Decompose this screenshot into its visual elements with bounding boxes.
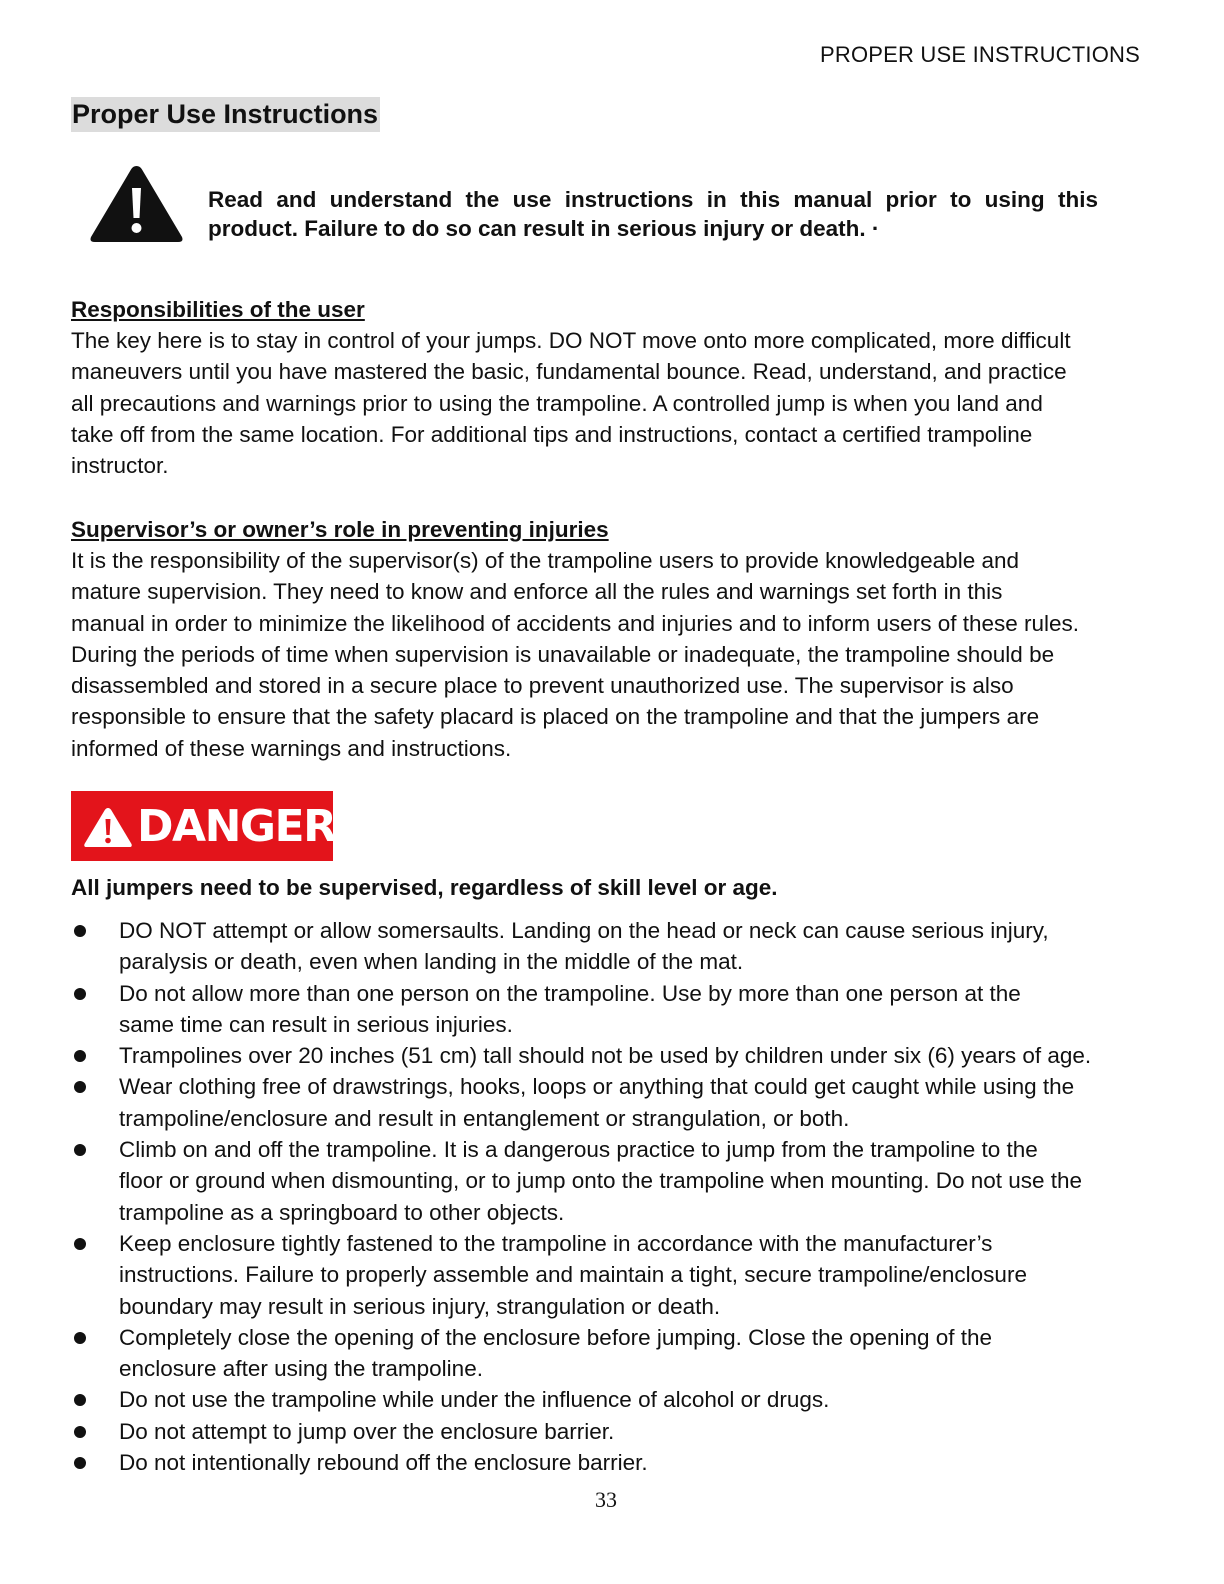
warning-line-1: Read and understand the use instructions in this manual prior to using this [208,187,1098,212]
danger-lead: All jumpers need to be supervised, regardless of skill level or age. [71,875,778,900]
text-line: During the periods of time when supervision is unavailable or inadequate, the trampoline should be [71,641,1055,667]
bullet-dot-icon [74,1050,86,1062]
bullet-line: trampoline/enclosure and result in entanglement or strangulation, or both. [119,1105,850,1131]
bullet-item [71,1416,1161,1447]
text-line: instructor. [71,453,169,479]
bullet-line: paralysis or death, even when landing in the middle of the mat. [119,949,744,975]
text-line: informed of these warnings and instructions. [71,735,512,761]
supervisor-section [71,514,1146,764]
bullet-item [71,1071,1161,1134]
bullet-line: DO NOT attempt or allow somersaults. Landing on the head or neck can cause serious injury, [119,918,1049,943]
bullet-dot-icon [74,1144,86,1156]
responsibilities-heading: Responsibilities of the user [71,297,365,322]
text-line: disassembled and stored in a secure place to prevent unauthorized use. The supervisor is also [71,673,1014,699]
bullet-dot-icon [74,1238,86,1250]
bullet-line: enclosure after using the trampoline. [119,1356,483,1382]
text-line: take off from the same location. For additional tips and instructions, contact a certified trampoline [71,421,1033,447]
supervisor-heading: Supervisor’s or owner’s role in preventing injuries [71,517,609,542]
text-line: The key here is to stay in control of your jumps. DO NOT move onto more complicated, more difficult [71,328,1071,353]
bullet-line: Do not use the trampoline while under the influence of alcohol or drugs. [119,1387,830,1413]
responsibilities-body [71,325,1146,481]
danger-banner [71,791,336,861]
bullet-line: instructions. Failure to properly assemble and maintain a tight, secure trampoline/enclosure [119,1262,1027,1288]
bullet-dot-icon [74,1394,86,1406]
bullet-item [71,1040,1161,1071]
text-line: all precautions and warnings prior to using the trampoline. A controlled jump is when you land and [71,390,1043,416]
bullet-item [71,1134,1161,1228]
bullet-line: Trampolines over 20 inches (51 cm) tall should not be used by children under six (6) years of age. [119,1043,1092,1069]
bullet-dot-icon [74,1426,86,1438]
bullet-dot-icon [74,988,86,1000]
danger-label: DANGER [137,801,336,852]
bullet-item [71,1384,1161,1415]
responsibilities-section [71,294,1146,481]
bullet-dot-icon [74,1081,86,1093]
bullet-line: Climb on and off the trampoline. It is a dangerous practice to jump from the trampoline to the [119,1137,1038,1163]
bullet-line: trampoline as a springboard to other objects. [119,1199,565,1225]
warning-text [208,185,1098,243]
bullet-line: Do not intentionally rebound off the enclosure barrier. [119,1450,648,1476]
bullet-line: Do not allow more than one person on the trampoline. Use by more than one person at the [119,980,1021,1006]
warning-notice [88,163,1128,247]
bullet-line: boundary may result in serious injury, strangulation or death. [119,1293,721,1319]
page-title: Proper Use Instructions [71,97,380,132]
bullet-line: same time can result in serious injuries. [119,1011,513,1037]
bullet-item [71,1228,1161,1322]
warning-line-2: product. Failure to do so can result in serious injury or death. · [208,216,880,241]
bullet-line: floor or ground when dismounting, or to jump onto the trampoline when mounting. Do not use the [119,1168,1083,1194]
bullet-line: Wear clothing free of drawstrings, hooks, loops or anything that could get caught while using the [119,1074,1075,1100]
text-line: maneuvers until you have mastered the basic, fundamental bounce. Read, understand, and practice [71,359,1067,385]
bullet-item [71,1447,1161,1478]
bullet-item [71,1322,1161,1385]
bullet-dot-icon [74,925,86,937]
bullet-line: Keep enclosure tightly fastened to the trampoline in accordance with the manufacturer’s [119,1230,993,1256]
bullet-item [71,915,1161,978]
page-number: 33 [595,1487,617,1512]
bullet-item [71,978,1161,1041]
running-header: PROPER USE INSTRUCTIONS [820,42,1140,67]
warning-triangle-icon [88,163,185,245]
danger-triangle-icon [83,807,133,848]
supervisor-body [71,545,1146,764]
bullet-line: Do not attempt to jump over the enclosure barrier. [119,1418,615,1444]
bullet-dot-icon [74,1332,86,1344]
text-line: manual in order to minimize the likelihood of accidents and injuries and to inform users of these rules. [71,610,1080,636]
bullet-dot-icon [74,1457,86,1469]
text-line: responsible to ensure that the safety placard is placed on the trampoline and that the jumpers are [71,704,1040,730]
danger-bullet-list [71,915,1161,1478]
text-line: It is the responsibility of the supervisor(s) of the trampoline users to provide knowledgeable and [71,548,1019,573]
bullet-line: Completely close the opening of the enclosure before jumping. Close the opening of the [119,1324,993,1350]
text-line: mature supervision. They need to know and enforce all the rules and warnings set forth in this [71,579,1003,605]
